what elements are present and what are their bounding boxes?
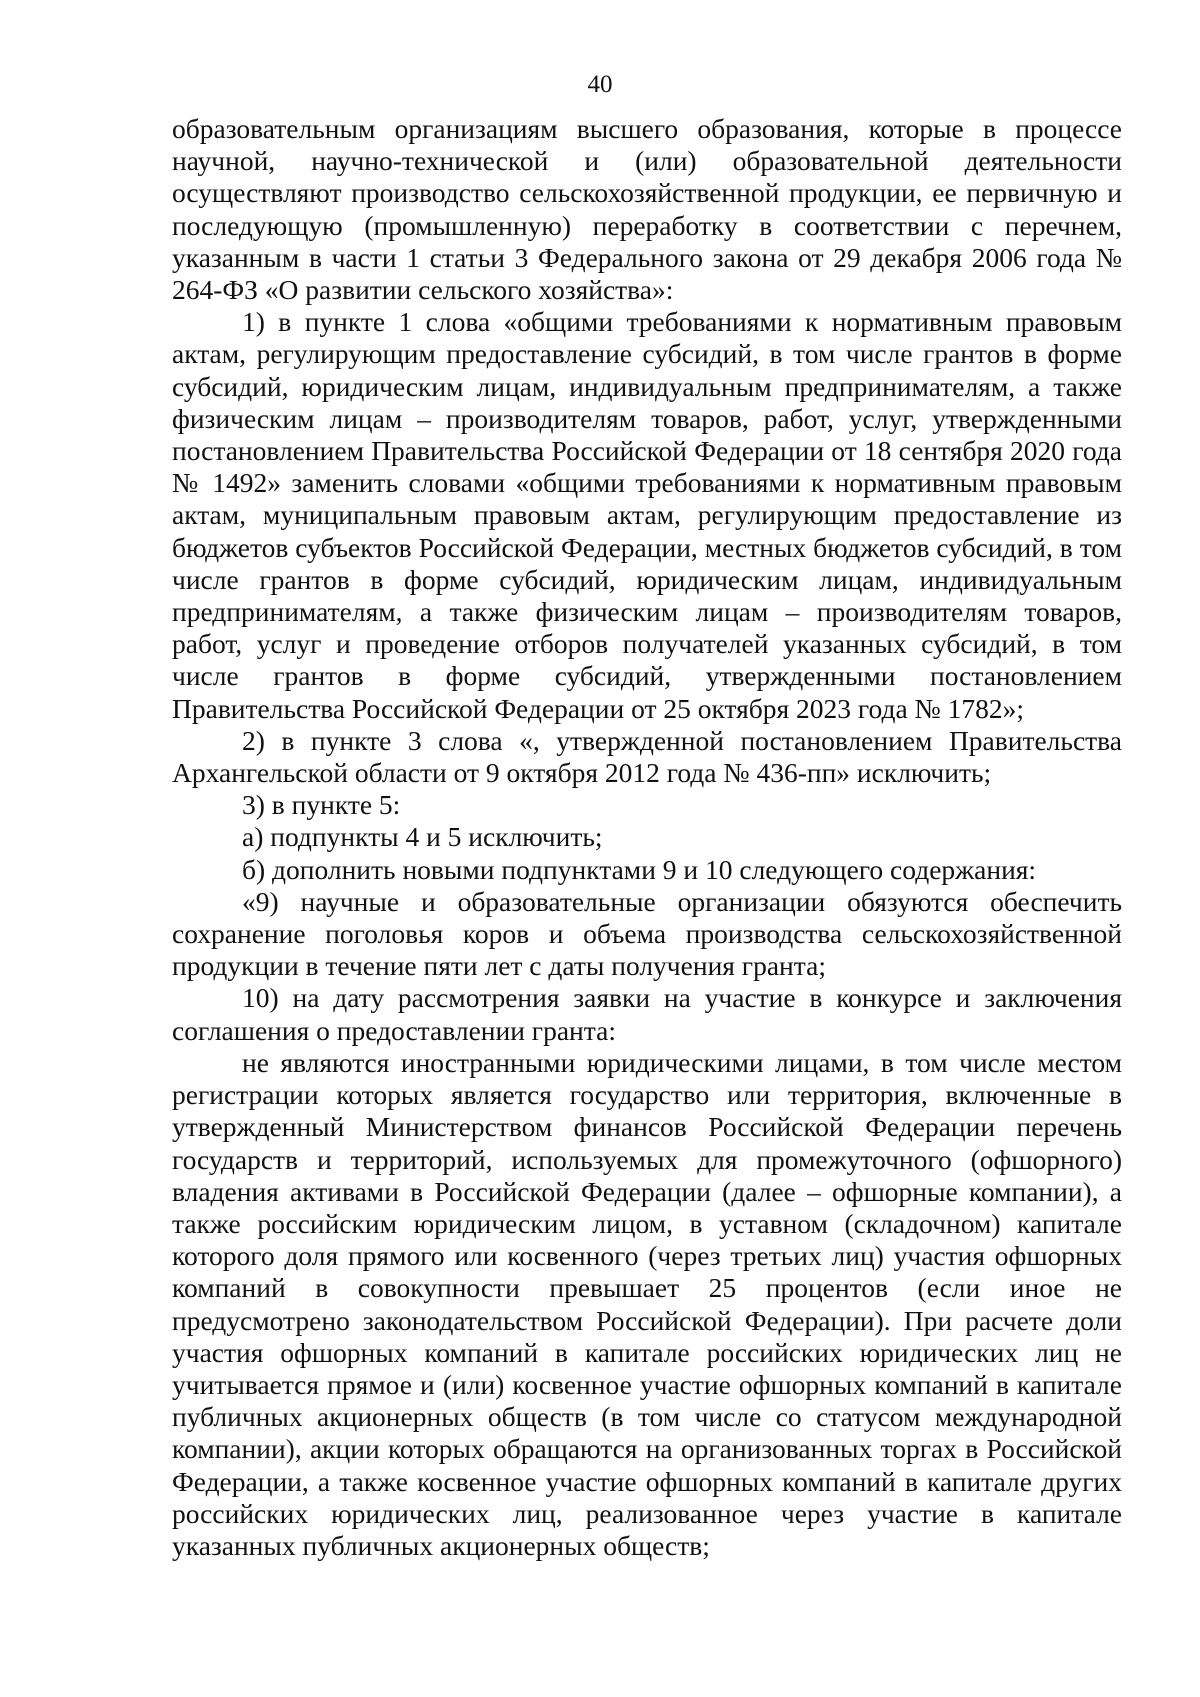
paragraph-item-2: 2) в пункте 3 слова «, утвержденной постановлением Правительства Архангельской области от 9 октября 2012 года № 436-пп» исключить; [172,724,1122,789]
page-number: 40 [587,71,613,98]
paragraph-item-3a: а) подпункты 4 и 5 исключить; [242,821,603,853]
paragraph-subitem-10: 10) на дату рассмотрения заявки на участие в конкурсе и заключения соглашения о предоставлении гранта: [172,982,1122,1046]
paragraph-offshore-condition: не являются иностранными юридическими лицами, в том числе местом регистрации которых является государство или территория, включенные в утвержденный Министерством финансов Российской Федерации перечень государств и территорий, используемых для промежуточного (офшорного) владения активами в Российской Федерации (далее – офшорные компании), а также российским юридическим лицом, в уставном (складочном) капитале которого доля прямого или косвенного (через третьих лиц) участия офшорных компаний в совокупности превышает 25 процентов (если иное не предусмотрено законодательством Российской Федерации). При расчете доли участия офшорных компаний в капитале российских юридических лиц не учитывается прямое и (или) косвенное участие офшорных компаний в капитале публичных акционерных обществ (в том числе со статусом международной компании), акции которых обращаются на организованных торгах в Российской Федерации, а также косвенное участие офшорных компаний в капитале других российских юридических лиц, реализованное через участие в капитале указанных публичных акционерных обществ; [172,1046,1122,1561]
document-body [172,113,1122,1562]
paragraph-item-1: 1) в пункте 1 слова «общими требованиями к нормативным правовым актам, регулирующим предоставление субсидий, в том числе грантов в форме субсидий, юридическим лицам, индивидуальным предпринимателям, а также физическим лицам – производителям товаров, работ, услуг, утвержденными постановлением Правительства Российской Федерации от 18 сентября 2020 года № 1492» заменить словами «общими требованиями к нормативным правовым актам, муниципальным правовым актам, регулирующим предоставление из бюджетов субъектов Российской Федерации, местных бюджетов субсидий, в том числе грантов в форме субсидий, юридическим лицам, индивидуальным предпринимателям, а также физическим лицам – производителям товаров, работ, услуг и проведение отборов получателей указанных субсидий, в том числе грантов в форме субсидий, утвержденными постановлением Правительства Российской Федерации от 25 октября 2023 года № 1782»; [172,306,1122,724]
paragraph-intro: образовательным организациям высшего образования, которые в процессе научной, научно-технической и (или) образовательной деятельности осуществляют производство сельскохозяйственной продукции, ее первичную и последующую (промышленную) переработку в соответствии с перечнем, указанным в части 1 статьи 3 Федерального закона от 29 декабря 2006 года № 264-ФЗ «О развитии сельского хозяйства»: [172,113,1122,306]
paragraph-subitem-9: «9) научные и образовательные организации обязуются обеспечить сохранение поголовья коров и объема производства сельскохозяйственной продукции в течение пяти лет с даты получения гранта; [172,885,1122,982]
paragraph-item-3b: б) дополнить новыми подпунктами 9 и 10 следующего содержания: [242,853,1037,885]
paragraph-item-3: 3) в пункте 5: [242,789,401,821]
